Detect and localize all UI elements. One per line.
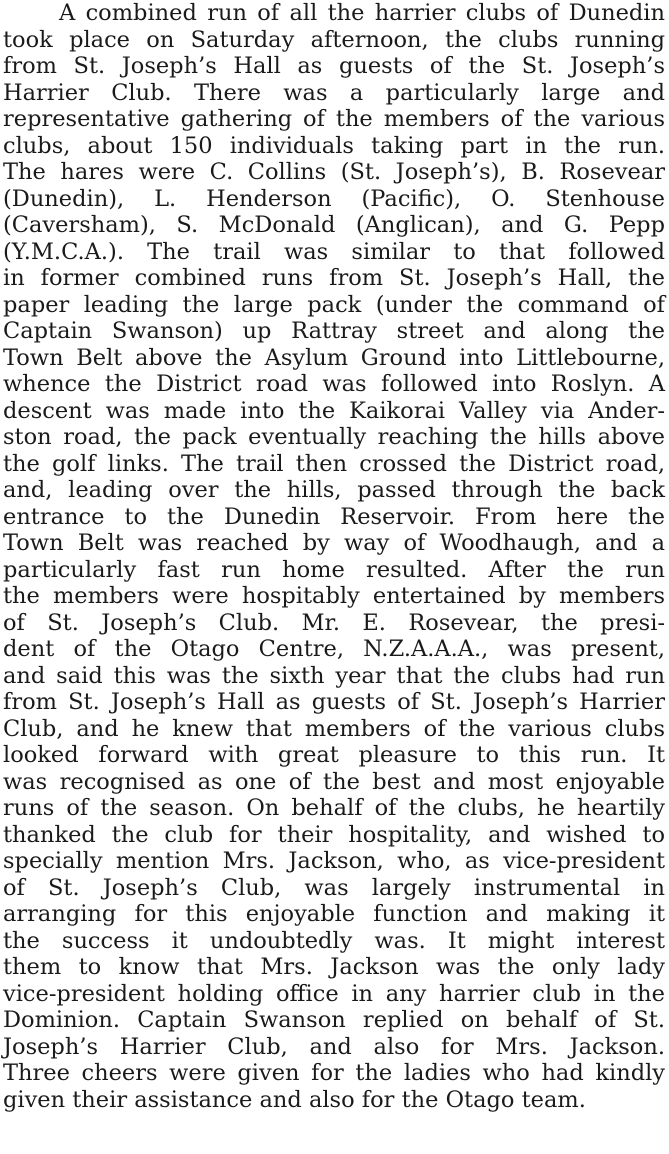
article-text-line: clubs, about 150 individuals taking part in the run.	[3, 132, 665, 159]
article-text-line: vice-president holding office in any harrier club in the	[3, 980, 665, 1007]
article-text-line: the golf links. The trail then crossed the District road,	[3, 450, 665, 477]
article-text-line: dent of the Otago Centre, N.Z.A.A.A., was present,	[3, 636, 665, 662]
article-text-line: of St. Joseph’s Club, was largely instrumental in	[3, 874, 665, 901]
article-text-line: the members were hospitably entertained by members	[3, 583, 665, 609]
article-text-line: whence the District road was followed into Roslyn. A	[3, 371, 665, 397]
article-text-line: arranging for this enjoyable function and making it	[3, 901, 665, 927]
article-text-line: took place on Saturday afternoon, the clubs running	[3, 26, 665, 53]
article-text-line: Captain Swanson) up Rattray street and along the	[3, 318, 665, 344]
article-text-line: A combined run of all the harrier clubs of Dunedin	[59, 0, 665, 26]
article-text-line: entrance to the Dunedin Reservoir. From here the	[3, 503, 665, 530]
article-text-line: (Dunedin), L. Henderson (Pacific), O. Stenhouse	[3, 185, 665, 212]
article-text-line: The hares were C. Collins (St. Joseph’s), B. Rosevear	[3, 159, 665, 185]
article-text-line: Town Belt was reached by way of Woodhaugh, and a	[3, 530, 665, 556]
article-text-line: ston road, the pack eventually reaching the hills above	[3, 424, 665, 450]
article-text-line: from St. Joseph’s Hall as guests of the St. Joseph’s	[3, 53, 665, 79]
article-text-line: and said this was the sixth year that the clubs had run	[3, 662, 665, 689]
article-paragraph	[3, 0, 665, 1113]
article-text-line: (Caversham), S. McDonald (Anglican), and G. Pepp	[3, 212, 665, 238]
article-text-line: in former combined runs from St. Joseph’s Hall, the	[3, 265, 665, 291]
article-text-line: of St. Joseph’s Club. Mr. E. Rosevear, the presi-	[3, 609, 665, 636]
article-text-line: Town Belt above the Asylum Ground into Littlebourne,	[3, 344, 665, 371]
article-text-line: Joseph’s Harrier Club, and also for Mrs. Jackson.	[3, 1033, 665, 1060]
article-text-line: runs of the season. On behalf of the clubs, he heartily	[3, 795, 665, 821]
article-text-line: particularly fast run home resulted. After the run	[3, 556, 665, 583]
article-text-line: representative gathering of the members of the various	[3, 106, 665, 132]
article-text-line: them to know that Mrs. Jackson was the only lady	[3, 954, 665, 980]
article-text-line: Harrier Club. There was a particularly large and	[3, 79, 665, 106]
article-text-line: specially mention Mrs. Jackson, who, as vice-president	[3, 848, 665, 874]
article-text-line: and, leading over the hills, passed through the back	[3, 477, 665, 503]
article-text-line: thanked the club for their hospitality, and wished to	[3, 821, 665, 848]
article-text-line: given their assistance and also for the Otago team.	[3, 1086, 586, 1113]
article-text-line: Three cheers were given for the ladies who had kindly	[3, 1060, 665, 1086]
article-text-line: descent was made into the Kaikorai Valley via Ander-	[3, 397, 665, 424]
article-text-line: looked forward with great pleasure to this run. It	[3, 742, 665, 768]
article-text-line: Dominion. Captain Swanson replied on behalf of St.	[3, 1007, 665, 1033]
article-text-line: the success it undoubtedly was. It might interest	[3, 927, 665, 954]
article-text-line: paper leading the large pack (under the command of	[3, 291, 665, 318]
article-text-line: was recognised as one of the best and most enjoyable	[3, 768, 665, 795]
article-text-line: (Y.M.C.A.). The trail was similar to that followed	[3, 238, 665, 265]
article-text-line: from St. Joseph’s Hall as guests of St. Joseph’s Harrier	[3, 689, 665, 715]
article-text-line: Club, and he knew that members of the various clubs	[3, 715, 665, 742]
